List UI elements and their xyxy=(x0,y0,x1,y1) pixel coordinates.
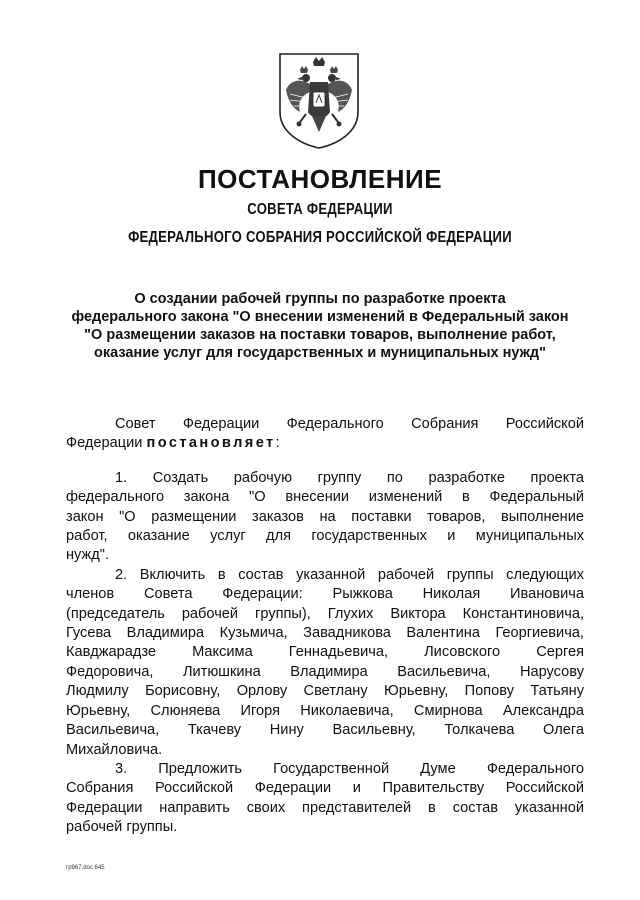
document-footer-code: гр967.doc 645 xyxy=(66,865,105,871)
item-line: 3. Предложить Государственной Думе Федерального xyxy=(115,760,584,777)
operative-verb: постановляет xyxy=(146,435,276,452)
document-body xyxy=(66,415,584,838)
subject-line: О создании рабочей группы по разработке проекта xyxy=(134,291,506,307)
item-line: (председатель рабочей группы), Глухих Виктора Константиновича, xyxy=(66,605,584,622)
item-line: закон "О размещении заказов на поставки товаров, выполнение xyxy=(66,508,584,525)
item-line: Федерации направить своих представителей в состав указанной xyxy=(66,799,584,816)
item-line: Юрьевну, Слюняева Игоря Николаевича, Смирнова Александра xyxy=(66,702,584,719)
item-line: 1. Создать рабочую группу по разработке проекта xyxy=(115,469,584,486)
item-line: Людмилу Борисовну, Орлову Светлану Юрьевну, Попову Татьяну xyxy=(66,683,584,700)
item-line: рабочей группы. xyxy=(66,819,178,836)
item-line: нужд". xyxy=(66,547,110,564)
item-1 xyxy=(66,469,584,566)
item-line: Кавджарадзе Максима Геннадьевича, Лисовского Сергея xyxy=(66,644,584,661)
item-line: федерального закона "О внесении изменений в Федеральный xyxy=(66,489,584,506)
preamble-line: Совет Федерации Федерального Собрания Российской xyxy=(115,416,584,432)
item-line: членов Совета Федерации: Рыжкова Николая Ивановича xyxy=(66,586,584,603)
item-2 xyxy=(66,566,584,760)
subject-line: федерального закона "О внесении изменений в Федеральный закон xyxy=(71,309,569,325)
subject-line: "О размещении заказов на поставки товаров, выполнение работ, xyxy=(84,327,556,343)
item-line: Собрания Российской Федерации и Правительству Российской xyxy=(66,780,584,797)
item-line: Михайловича. xyxy=(66,741,163,758)
document-title: ПОСТАНОВЛЕНИЕ xyxy=(197,164,443,194)
preamble-text: Федерации xyxy=(66,435,147,452)
issuer-line-2: ФЕДЕРАЛЬНОГО СОБРАНИЯ РОССИЙСКОЙ ФЕДЕРАЦИИ xyxy=(128,229,512,246)
russian-coat-of-arms-icon xyxy=(276,50,362,150)
item-line: Васильевича, Ткачеву Нину Васильевну, Толкачева Олега xyxy=(66,722,584,739)
item-line: работ, оказание услуг для государственных и муниципальных xyxy=(66,528,584,545)
item-3 xyxy=(66,760,584,838)
subject-line: оказание услуг для государственных и муниципальных нужд" xyxy=(94,345,546,361)
document-subject xyxy=(30,290,610,362)
issuer-line-1: СОВЕТА ФЕДЕРАЦИИ xyxy=(247,201,393,218)
item-line: 2. Включить в состав указанной рабочей группы следующих xyxy=(115,566,584,583)
item-line: Гусева Владимира Кузьмича, Завадникова Валентина Георгиевича, xyxy=(66,625,584,642)
item-line: Федоровича, Литюшкина Владимира Васильевича, Нарусову xyxy=(66,663,584,680)
preamble-colon: : xyxy=(275,435,280,452)
preamble-line xyxy=(66,434,584,453)
